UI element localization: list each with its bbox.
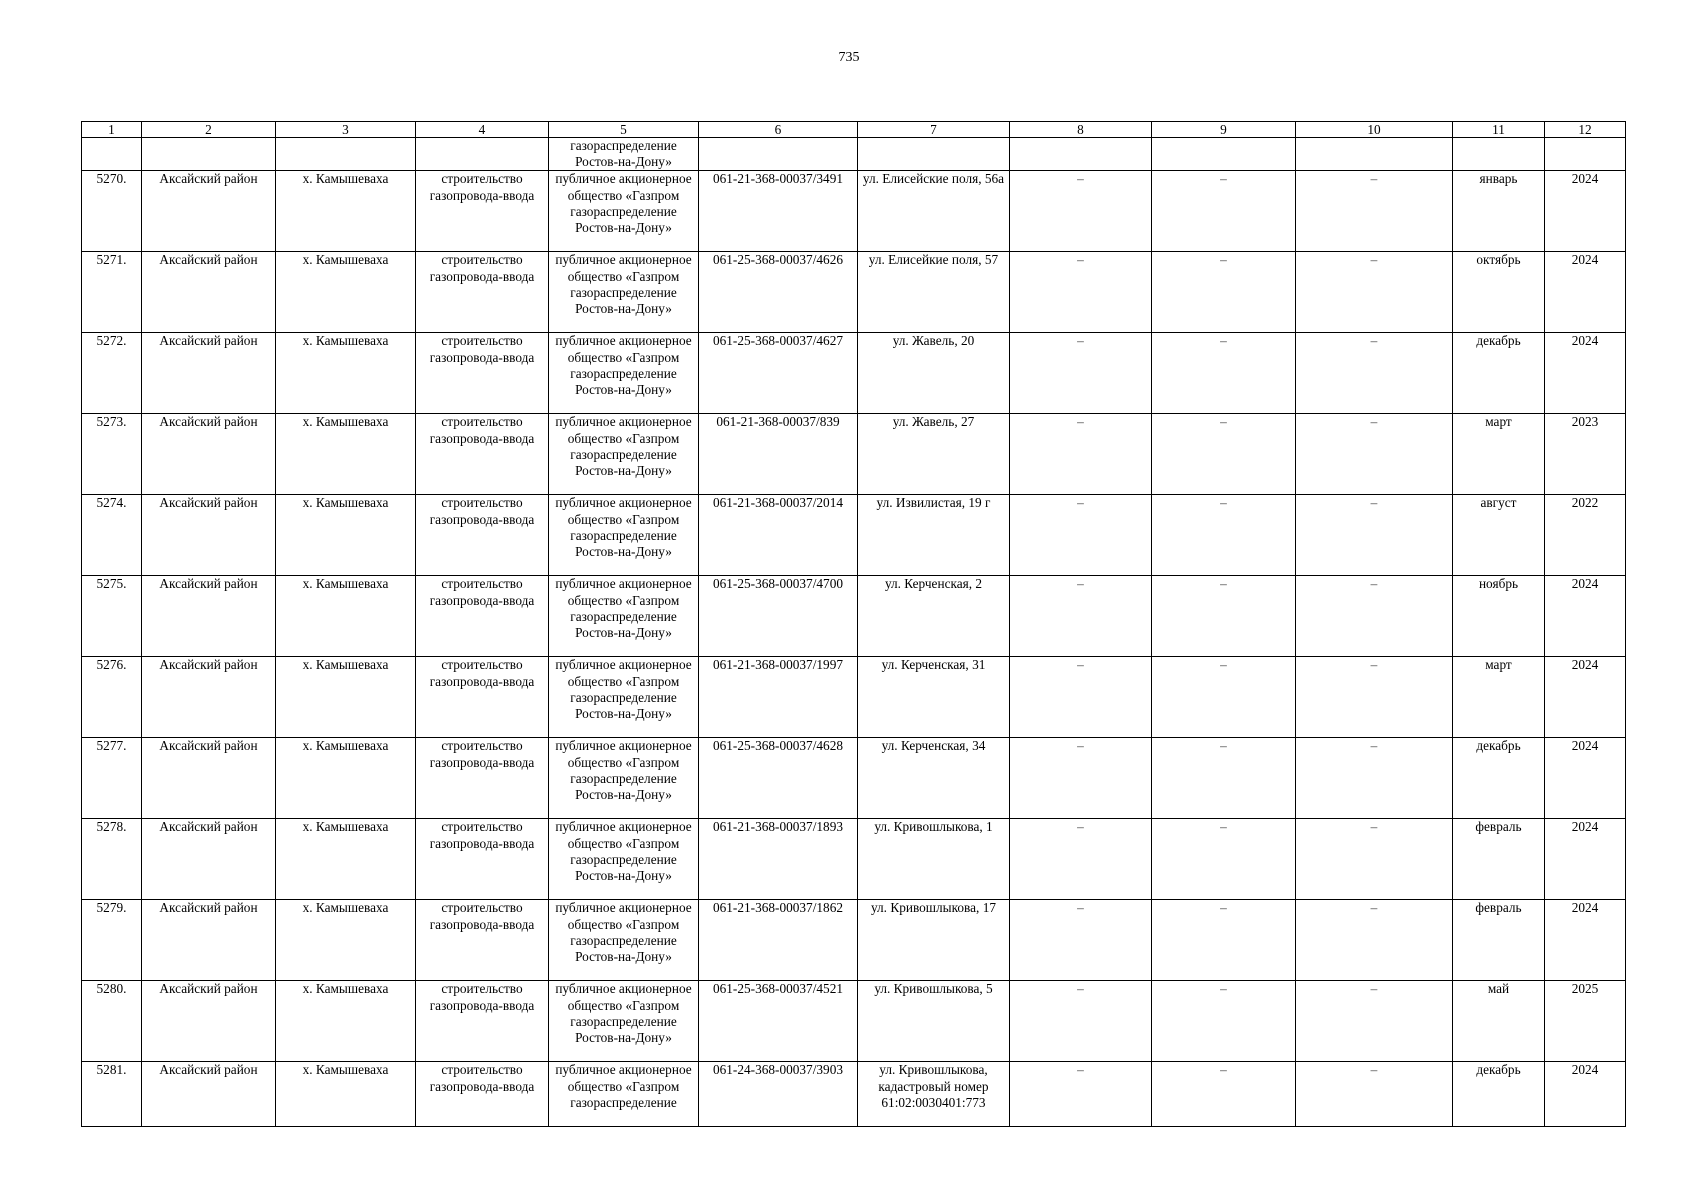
column-10-cell: – — [1296, 171, 1453, 252]
column-10-cell: – — [1296, 495, 1453, 576]
column-9-cell: – — [1152, 981, 1296, 1062]
column-8-cell: – — [1010, 414, 1152, 495]
code-cell: 061-21-368-00037/1893 — [699, 819, 858, 900]
settlement-cell: х. Камышеваха — [276, 738, 416, 819]
continuation-row — [82, 138, 1626, 171]
year-cell: 2022 — [1545, 495, 1626, 576]
district-cell: Аксайский район — [142, 819, 276, 900]
month-cell: февраль — [1453, 900, 1545, 981]
work-type-cell: строительство газопровода-ввода — [416, 900, 549, 981]
column-8-cell: – — [1010, 981, 1152, 1062]
table-row — [82, 333, 1626, 414]
table-row — [82, 900, 1626, 981]
year-cell: 2024 — [1545, 576, 1626, 657]
table-row — [82, 981, 1626, 1062]
column-8-cell: – — [1010, 1062, 1152, 1127]
settlement-cell: х. Камышеваха — [276, 981, 416, 1062]
cell — [1152, 138, 1296, 171]
address-cell: ул. Кривошлыкова, 1 — [858, 819, 1010, 900]
table-row — [82, 1062, 1626, 1127]
work-type-cell: строительство газопровода-ввода — [416, 171, 549, 252]
code-cell: 061-21-368-00037/1997 — [699, 657, 858, 738]
organization-cell: публичное акционерное общество «Газпром газораспределение Ростов-на-Дону» — [549, 414, 699, 495]
cell — [416, 138, 549, 171]
year-cell: 2023 — [1545, 414, 1626, 495]
organization-cell: публичное акционерное общество «Газпром газораспределение Ростов-на-Дону» — [549, 819, 699, 900]
code-cell: 061-25-368-00037/4627 — [699, 333, 858, 414]
page-number: 735 — [838, 50, 860, 65]
address-cell: ул. Елисейские поля, 56а — [858, 171, 1010, 252]
column-9-cell: – — [1152, 495, 1296, 576]
work-type-cell: строительство газопровода-ввода — [416, 657, 549, 738]
column-header: 11 — [1453, 122, 1545, 138]
settlement-cell: х. Камышеваха — [276, 252, 416, 333]
table-row — [82, 252, 1626, 333]
settlement-cell: х. Камышеваха — [276, 576, 416, 657]
row-number-cell: 5277. — [82, 738, 142, 819]
column-header: 10 — [1296, 122, 1453, 138]
year-cell: 2024 — [1545, 738, 1626, 819]
column-9-cell: – — [1152, 252, 1296, 333]
code-cell: 061-25-368-00037/4700 — [699, 576, 858, 657]
column-8-cell: – — [1010, 576, 1152, 657]
row-number-cell: 5274. — [82, 495, 142, 576]
code-cell: 061-25-368-00037/4628 — [699, 738, 858, 819]
address-cell: ул. Керченская, 31 — [858, 657, 1010, 738]
settlement-cell: х. Камышеваха — [276, 495, 416, 576]
month-cell: март — [1453, 414, 1545, 495]
code-cell: 061-25-368-00037/4626 — [699, 252, 858, 333]
column-9-cell: – — [1152, 1062, 1296, 1127]
table-row — [82, 576, 1626, 657]
cell — [1010, 138, 1152, 171]
column-9-cell: – — [1152, 900, 1296, 981]
work-type-cell: строительство газопровода-ввода — [416, 576, 549, 657]
row-number-cell: 5279. — [82, 900, 142, 981]
district-cell: Аксайский район — [142, 414, 276, 495]
address-cell: ул. Извилистая, 19 г — [858, 495, 1010, 576]
column-header: 9 — [1152, 122, 1296, 138]
district-cell: Аксайский район — [142, 333, 276, 414]
column-9-cell: – — [1152, 738, 1296, 819]
month-cell: ноябрь — [1453, 576, 1545, 657]
cell — [1453, 138, 1545, 171]
row-number-cell: 5281. — [82, 1062, 142, 1127]
organization-cell: публичное акционерное общество «Газпром газораспределение Ростов-на-Дону» — [549, 333, 699, 414]
organization-cell: публичное акционерное общество «Газпром газораспределение Ростов-на-Дону» — [549, 171, 699, 252]
cell — [276, 138, 416, 171]
settlement-cell: х. Камышеваха — [276, 1062, 416, 1127]
address-cell: ул. Керченская, 34 — [858, 738, 1010, 819]
code-cell: 061-25-368-00037/4521 — [699, 981, 858, 1062]
work-type-cell: строительство газопровода-ввода — [416, 981, 549, 1062]
month-cell: май — [1453, 981, 1545, 1062]
column-9-cell: – — [1152, 576, 1296, 657]
column-number-row — [82, 122, 1626, 138]
work-type-cell: строительство газопровода-ввода — [416, 819, 549, 900]
month-cell: январь — [1453, 171, 1545, 252]
month-cell: февраль — [1453, 819, 1545, 900]
row-number-cell: 5270. — [82, 171, 142, 252]
address-cell: ул. Кривошлыкова, кадастровый номер 61:02:0030401:773 — [858, 1062, 1010, 1127]
column-9-cell: – — [1152, 819, 1296, 900]
organization-cell: публичное акционерное общество «Газпром газораспределение Ростов-на-Дону» — [549, 576, 699, 657]
year-cell: 2024 — [1545, 333, 1626, 414]
code-cell: 061-21-368-00037/839 — [699, 414, 858, 495]
column-header: 12 — [1545, 122, 1626, 138]
column-header: 4 — [416, 122, 549, 138]
column-10-cell: – — [1296, 333, 1453, 414]
work-type-cell: строительство газопровода-ввода — [416, 414, 549, 495]
settlement-cell: х. Камышеваха — [276, 171, 416, 252]
column-10-cell: – — [1296, 738, 1453, 819]
column-10-cell: – — [1296, 414, 1453, 495]
row-number-cell: 5276. — [82, 657, 142, 738]
code-cell: 061-21-368-00037/1862 — [699, 900, 858, 981]
row-number-cell: 5278. — [82, 819, 142, 900]
column-10-cell: – — [1296, 900, 1453, 981]
settlement-cell: х. Камышеваха — [276, 819, 416, 900]
cell — [858, 138, 1010, 171]
address-cell: ул. Елисейкие поля, 57 — [858, 252, 1010, 333]
column-header: 8 — [1010, 122, 1152, 138]
column-8-cell: – — [1010, 738, 1152, 819]
organization-cell: публичное акционерное общество «Газпром газораспределение — [549, 1062, 699, 1127]
year-cell: 2024 — [1545, 171, 1626, 252]
column-header: 3 — [276, 122, 416, 138]
district-cell: Аксайский район — [142, 252, 276, 333]
organization-cell: публичное акционерное общество «Газпром газораспределение Ростов-на-Дону» — [549, 981, 699, 1062]
settlement-cell: х. Камышеваха — [276, 333, 416, 414]
column-8-cell: – — [1010, 333, 1152, 414]
code-cell: 061-21-368-00037/3491 — [699, 171, 858, 252]
code-cell: 061-21-368-00037/2014 — [699, 495, 858, 576]
column-10-cell: – — [1296, 981, 1453, 1062]
column-10-cell: – — [1296, 819, 1453, 900]
month-cell: декабрь — [1453, 1062, 1545, 1127]
year-cell: 2024 — [1545, 819, 1626, 900]
column-9-cell: – — [1152, 414, 1296, 495]
district-cell: Аксайский район — [142, 657, 276, 738]
column-9-cell: – — [1152, 171, 1296, 252]
year-cell: 2024 — [1545, 252, 1626, 333]
district-cell: Аксайский район — [142, 900, 276, 981]
table-row — [82, 414, 1626, 495]
address-cell: ул. Керченская, 2 — [858, 576, 1010, 657]
month-cell: март — [1453, 657, 1545, 738]
column-header: 7 — [858, 122, 1010, 138]
row-number-cell: 5275. — [82, 576, 142, 657]
cell — [142, 138, 276, 171]
year-cell: 2024 — [1545, 657, 1626, 738]
work-type-cell: строительство газопровода-ввода — [416, 333, 549, 414]
column-10-cell: – — [1296, 657, 1453, 738]
table-row — [82, 657, 1626, 738]
work-type-cell: строительство газопровода-ввода — [416, 495, 549, 576]
month-cell: октябрь — [1453, 252, 1545, 333]
district-cell: Аксайский район — [142, 738, 276, 819]
column-header: 6 — [699, 122, 858, 138]
column-8-cell: – — [1010, 252, 1152, 333]
work-type-cell: строительство газопровода-ввода — [416, 1062, 549, 1127]
month-cell: декабрь — [1453, 333, 1545, 414]
code-cell: 061-24-368-00037/3903 — [699, 1062, 858, 1127]
column-10-cell: – — [1296, 1062, 1453, 1127]
column-header: 1 — [82, 122, 142, 138]
address-cell: ул. Кривошлыкова, 17 — [858, 900, 1010, 981]
district-cell: Аксайский район — [142, 171, 276, 252]
cell — [699, 138, 858, 171]
organization-cell: публичное акционерное общество «Газпром газораспределение Ростов-на-Дону» — [549, 657, 699, 738]
year-cell: 2025 — [1545, 981, 1626, 1062]
organization-cell: публичное акционерное общество «Газпром газораспределение Ростов-на-Дону» — [549, 252, 699, 333]
address-cell: ул. Жавель, 27 — [858, 414, 1010, 495]
district-cell: Аксайский район — [142, 576, 276, 657]
month-cell: август — [1453, 495, 1545, 576]
column-header: 2 — [142, 122, 276, 138]
district-cell: Аксайский район — [142, 495, 276, 576]
cell — [1296, 138, 1453, 171]
column-9-cell: – — [1152, 657, 1296, 738]
row-number-cell: 5280. — [82, 981, 142, 1062]
address-cell: ул. Кривошлыкова, 5 — [858, 981, 1010, 1062]
row-number-cell: 5273. — [82, 414, 142, 495]
settlement-cell: х. Камышеваха — [276, 900, 416, 981]
year-cell: 2024 — [1545, 1062, 1626, 1127]
work-type-cell: строительство газопровода-ввода — [416, 252, 549, 333]
table-row — [82, 819, 1626, 900]
table-row — [82, 171, 1626, 252]
address-cell: ул. Жавель, 20 — [858, 333, 1010, 414]
register-table — [81, 121, 1626, 1127]
column-header: 5 — [549, 122, 699, 138]
column-10-cell: – — [1296, 252, 1453, 333]
cell — [82, 138, 142, 171]
column-8-cell: – — [1010, 900, 1152, 981]
column-8-cell: – — [1010, 495, 1152, 576]
row-number-cell: 5271. — [82, 252, 142, 333]
work-type-cell: строительство газопровода-ввода — [416, 738, 549, 819]
organization-cell: публичное акционерное общество «Газпром газораспределение Ростов-на-Дону» — [549, 738, 699, 819]
cell — [1545, 138, 1626, 171]
organization-cell: публичное акционерное общество «Газпром газораспределение Ростов-на-Дону» — [549, 495, 699, 576]
column-9-cell: – — [1152, 333, 1296, 414]
settlement-cell: х. Камышеваха — [276, 657, 416, 738]
column-8-cell: – — [1010, 171, 1152, 252]
year-cell: 2024 — [1545, 900, 1626, 981]
org-cell: газораспределение Ростов-на-Дону» — [549, 138, 699, 171]
table-row — [82, 495, 1626, 576]
district-cell: Аксайский район — [142, 1062, 276, 1127]
settlement-cell: х. Камышеваха — [276, 414, 416, 495]
column-10-cell: – — [1296, 576, 1453, 657]
row-number-cell: 5272. — [82, 333, 142, 414]
organization-cell: публичное акционерное общество «Газпром газораспределение Ростов-на-Дону» — [549, 900, 699, 981]
table-row — [82, 738, 1626, 819]
district-cell: Аксайский район — [142, 981, 276, 1062]
column-8-cell: – — [1010, 819, 1152, 900]
column-8-cell: – — [1010, 657, 1152, 738]
month-cell: декабрь — [1453, 738, 1545, 819]
